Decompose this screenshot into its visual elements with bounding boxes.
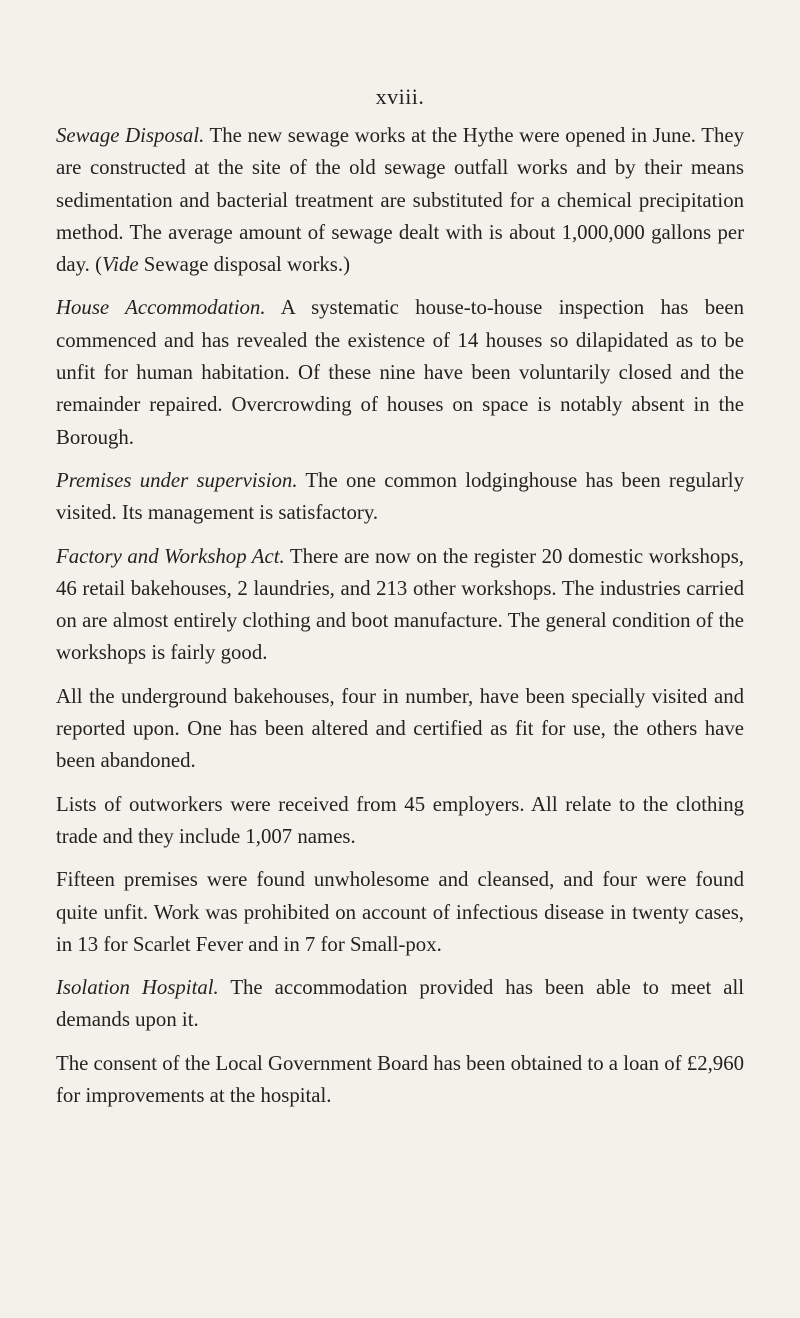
- page-body: [56, 120, 744, 1123]
- paragraph-text: The one common lodginghouse has been regularly visited. Its management is satisfactory.: [56, 468, 744, 525]
- paragraph-text: Lists of outworkers were received from 45 employers. All relate to the clothing trade and they include 1,007 names.: [56, 792, 744, 848]
- paragraph-text: A systematic house-to-house inspection has been commenced and has revealed the existence of 14 houses so dilapidated as to be unfit for human habitation. Of these nine have been voluntarily closed and the remainder repaired. Overcrowding of houses on space is notably absent in the Borough.: [56, 296, 744, 449]
- paragraph-sewage-disposal: [56, 120, 744, 281]
- page-number: xviii.: [375, 84, 425, 109]
- paragraph-outworkers: [56, 789, 744, 854]
- paragraph-unwholesome-premises: [56, 864, 744, 961]
- paragraph-text: The new sewage works at the Hythe were opened in June. They are constructed at the site of the old sewage outfall works and by their means sedimentation and bacterial treatment are substituted for a chemical precipitation method. The average amount of sewage dealt with is about 1,000,000 gallons per day. (: [56, 124, 744, 277]
- paragraph-text: There are now on the register 20 domestic workshops, 46 retail bakehouses, 2 laundries, and 213 other workshops. The industries carried on are almost entirely clothing and boot manufacture. The general condition of the workshops is fairly good.: [56, 544, 744, 665]
- section-heading-house-accommodation: House Accommodation.: [56, 296, 266, 320]
- section-heading-factory-and-workshop-act: Factory and Workshop Act.: [56, 544, 285, 568]
- paragraph-text-tail: Sewage disposal works.): [138, 253, 350, 277]
- paragraph-text: The accommodation provided has been able to meet all demands upon it.: [56, 976, 744, 1032]
- paragraph-underground-bakehouses: [56, 681, 744, 778]
- paragraph-isolation-hospital: [56, 972, 744, 1037]
- paragraph-premises-under-supervision: [56, 465, 744, 530]
- vide-reference: Vide: [102, 253, 139, 277]
- section-heading-sewage-disposal: Sewage Disposal.: [56, 124, 205, 147]
- section-heading-isolation-hospital: Isolation Hospital.: [56, 976, 219, 1000]
- paragraph-factory-and-workshop-act: [56, 541, 744, 670]
- paragraph-house-accommodation: [56, 292, 744, 453]
- paragraph-hospital-loan: [56, 1048, 744, 1113]
- paragraph-text: All the underground bakehouses, four in number, have been specially visited and reported upon. One has been altered and certified as fit for use, the others have been abandoned.: [56, 684, 744, 773]
- paragraph-text: Fifteen premises were found unwholesome and cleansed, and four were found quite unfit. Work was prohibited on account of infectious disease in twenty cases, in 13 for Scarlet Fever and in 7 for Small-pox.: [56, 868, 744, 956]
- paragraph-text: The consent of the Local Government Board has been obtained to a loan of £2,960 for improvements at the hospital.: [56, 1051, 744, 1108]
- section-heading-premises-under-supervision: Premises under supervision.: [56, 468, 298, 492]
